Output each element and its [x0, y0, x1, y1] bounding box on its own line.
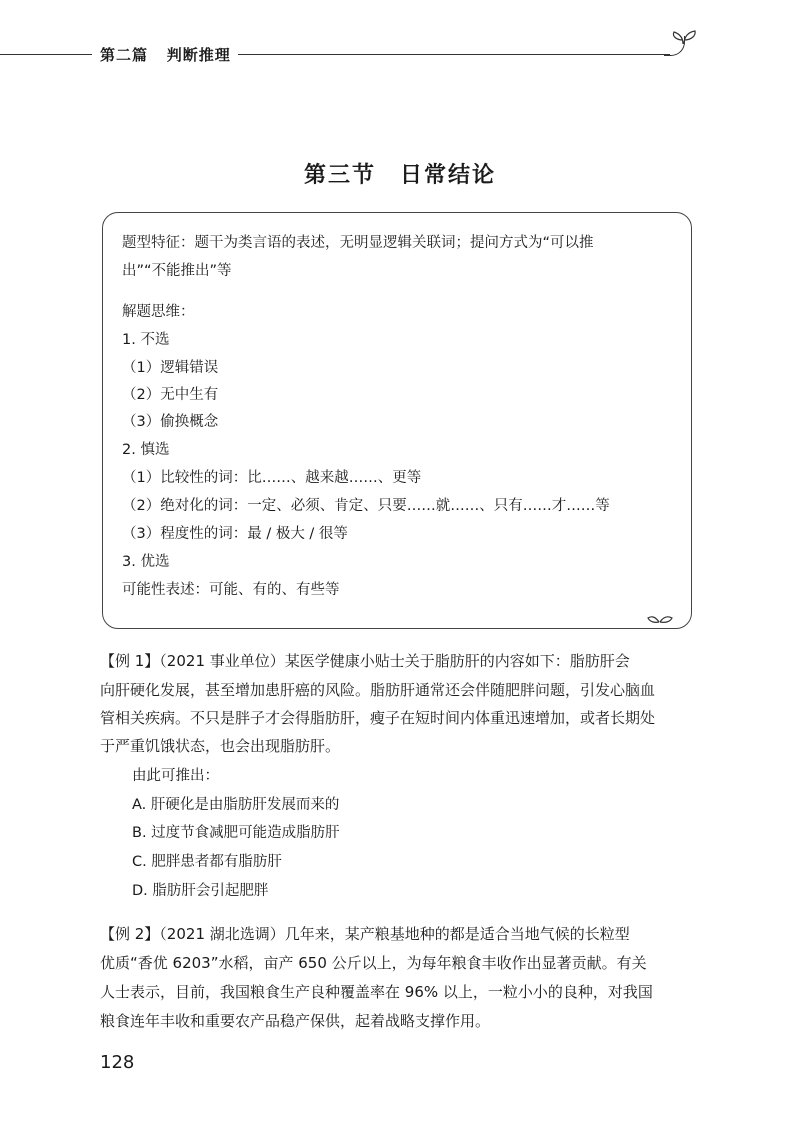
option-b: B. 过度节食减肥可能造成脂肪肝 — [132, 825, 340, 841]
example1-question: 由此可推出： — [132, 768, 219, 784]
sprout-icon — [670, 26, 698, 46]
running-header — [0, 0, 800, 70]
option-a: A. 肝硬化是由脂肪肝发展而来的 — [132, 797, 340, 813]
box-line: （2）无中生有 — [122, 387, 219, 403]
box-line: （1）逻辑错误 — [122, 360, 219, 376]
box-line: 1. 不选 — [122, 332, 170, 348]
header-title — [100, 44, 231, 65]
header-part: 第二篇 — [100, 46, 149, 64]
section-title: 第三节 日常结论 — [303, 163, 496, 188]
example2-line: 人士表示，目前，我国粮食生产良种覆盖率在 96% 以上，一粒小小的良种，对我国 — [100, 983, 653, 1001]
box-line: （3）偷换概念 — [122, 414, 219, 430]
box-line: （1）比较性的词：比……、越来越……、更等 — [122, 470, 422, 486]
box-line: 可能性表述：可能、有的、有些等 — [122, 582, 340, 598]
example1-line: 向肝硬化发展，甚至增加患肝癌的风险。脂肪肝通常还会伴随肥胖问题，引发心脑血 — [100, 681, 656, 699]
example1-line: 管相关疾病。不只是胖子才会得脂肪肝，瘦子在短时间内体重迅速增加，或者长期处 — [100, 709, 656, 727]
box-line: （2）绝对化的词：一定、必须、肯定、只要……就……、只有……才……等 — [122, 498, 610, 514]
example1-line: 于严重饥饿状态，也会出现脂肪肝。 — [100, 737, 341, 755]
example2-line: 优质“香优 6203”水稻，亩产 650 公斤以上，为每年粮食丰收作出显著贡献。有关 — [100, 954, 647, 972]
example1-line: 【例 1】（2021 事业单位）某医学健康小贴士关于脂肪肝的内容如下：脂肪肝会 — [100, 652, 630, 670]
box-line: 解题思维： — [122, 304, 195, 320]
page-number: 128 — [100, 1052, 135, 1073]
box-line: （3）程度性的词：最 / 极大 / 很等 — [122, 526, 348, 542]
example2-line: 粮食连年丰收和重要农产品稳产保供，起着战略支撑作用。 — [100, 1012, 491, 1030]
box-line: 题型特征：题干为类言语的表述，无明显逻辑关联词；提问方式为“可以推 — [122, 235, 594, 251]
box-line: 3. 优选 — [122, 554, 170, 570]
sprout-icon — [646, 608, 674, 628]
option-c: C. 肥胖患者都有脂肪肝 — [132, 854, 282, 870]
header-rule-left — [0, 54, 92, 55]
box-line: 2. 慎选 — [122, 442, 170, 458]
header-rule-right — [238, 54, 670, 55]
example2-line: 【例 2】（2021 湖北选调）几年来，某产粮基地种的都是适合当地气候的长粒型 — [100, 925, 630, 943]
box-line: 出”“不能推出”等 — [122, 263, 232, 279]
option-d: D. 脂肪肝会引起肥胖 — [132, 883, 269, 899]
header-chapter: 判断推理 — [166, 46, 231, 64]
